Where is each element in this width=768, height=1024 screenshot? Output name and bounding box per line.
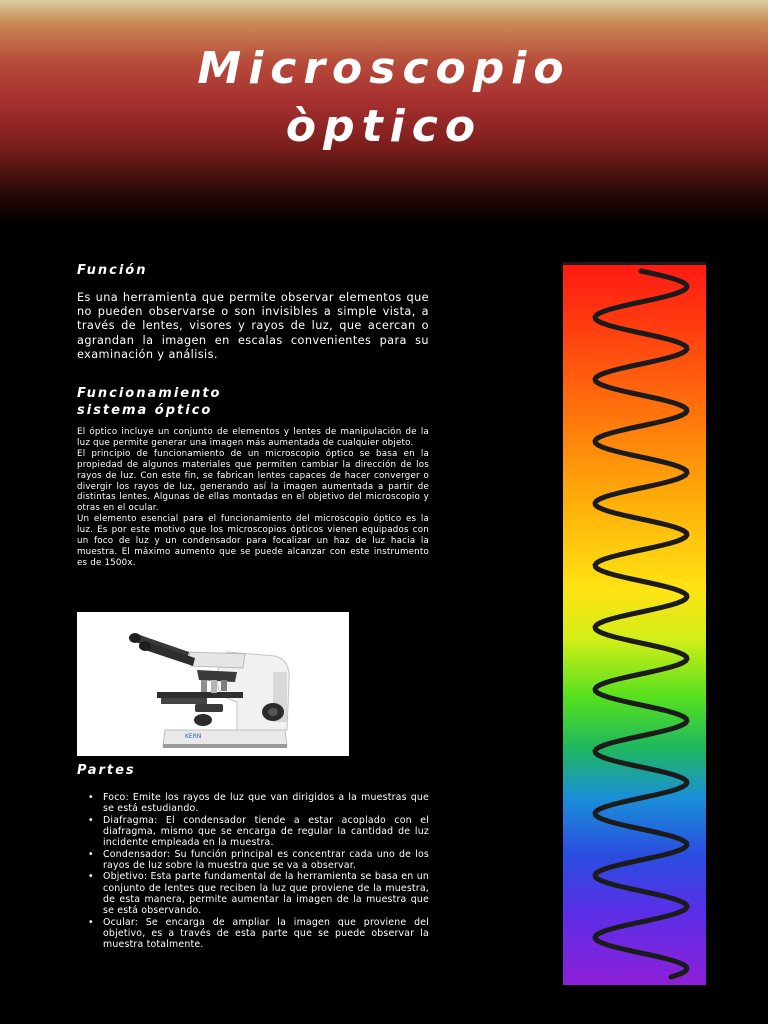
title-line-1: Microscopio [197,43,571,94]
list-item [77,917,429,951]
bullet-icon: • [88,848,94,860]
light-wave-spectrum [563,262,706,985]
funcionamiento-paragraph: Un elemento esencial para el funcionamiento del microscopio óptico es la luz. Es por este motivo que los microscopios ópticos vienen equipados con un foco de luz y un condensador para focalizar un haz de luz hacia la muestra. El máximo aumento que se puede alcanzar con este instrumento es de 1500x. [77,514,429,568]
funcionamiento-paragraph: El principio de funcionamiento de un microscopio óptico se basa en la propiedad de algunos materiales que permiten cambiar la dirección de los rayos de luz. Con este fin, se fabrican lentes capaces de hacer converger o divergir los rayos de luz, generando así la imagen aumentada a partir de distintas lentes. Algunas de ellas montadas en el objetivo del microscopio y otras en el ocular. [77,448,429,514]
list-item-text: Ocular: Se encarga de ampliar la imagen que proviene del objetivo, es a través de esta parte que se puede observar la muestra totalmente. [103,916,429,951]
list-item-text: Objetivo: Esta parte fundamental de la herramienta se basa en un conjunto de lentes que reciben la luz que proviene de la muestra, de esta manera, permite aumentar la imagen de la muestra que se está observando. [103,871,429,917]
heading-funcionamiento: Funcionamiento [77,386,222,401]
microscope-image [77,612,349,756]
heading-funcion: Función [77,263,148,278]
list-item [77,792,429,815]
bullet-icon: • [88,871,94,883]
brand-label: KERN [185,733,202,740]
heading-sistema-optico: sistema óptico [77,403,213,418]
list-item [77,871,429,916]
list-item-text: Diafragma: El condensador tiende a estar acoplado con el diafragma, mismo que se encarga de regular la cantidad de luz incidente empleada en la muestra. [103,814,429,849]
bullet-icon: • [88,792,94,803]
partes-list [77,792,429,951]
funcionamiento-paragraph: El óptico incluye un conjunto de elementos y lentes de manipulación de la luz que permite generar una imagen más aumentada de cualquier objeto. [77,427,429,448]
title-line-2: òptico [285,101,483,152]
funcion-text: Es una herramienta que permite observar elementos que no pueden observarse o son invisibles a simple vista, a través de lentes, visores y rayos de luz, que acercan o agrandan la imagen en escalas convenientes para su examinación y análisis. [77,291,429,361]
wave-icon [563,265,706,985]
bullet-icon: • [88,814,94,826]
bullet-icon: • [88,916,94,928]
list-item-text: Condensador: Su función principal es concentrar cada uno de los rayos de luz sobre la muestra que se va a observar. [103,848,429,872]
list-item-text: Foco: Emite los rayos de luz que van dirigidos a la muestras que se está estudiando. [103,792,429,815]
list-item [77,849,429,872]
wave-line [595,271,687,977]
heading-partes: Partes [77,763,136,778]
funcionamiento-text [77,427,429,569]
list-item [77,815,429,849]
